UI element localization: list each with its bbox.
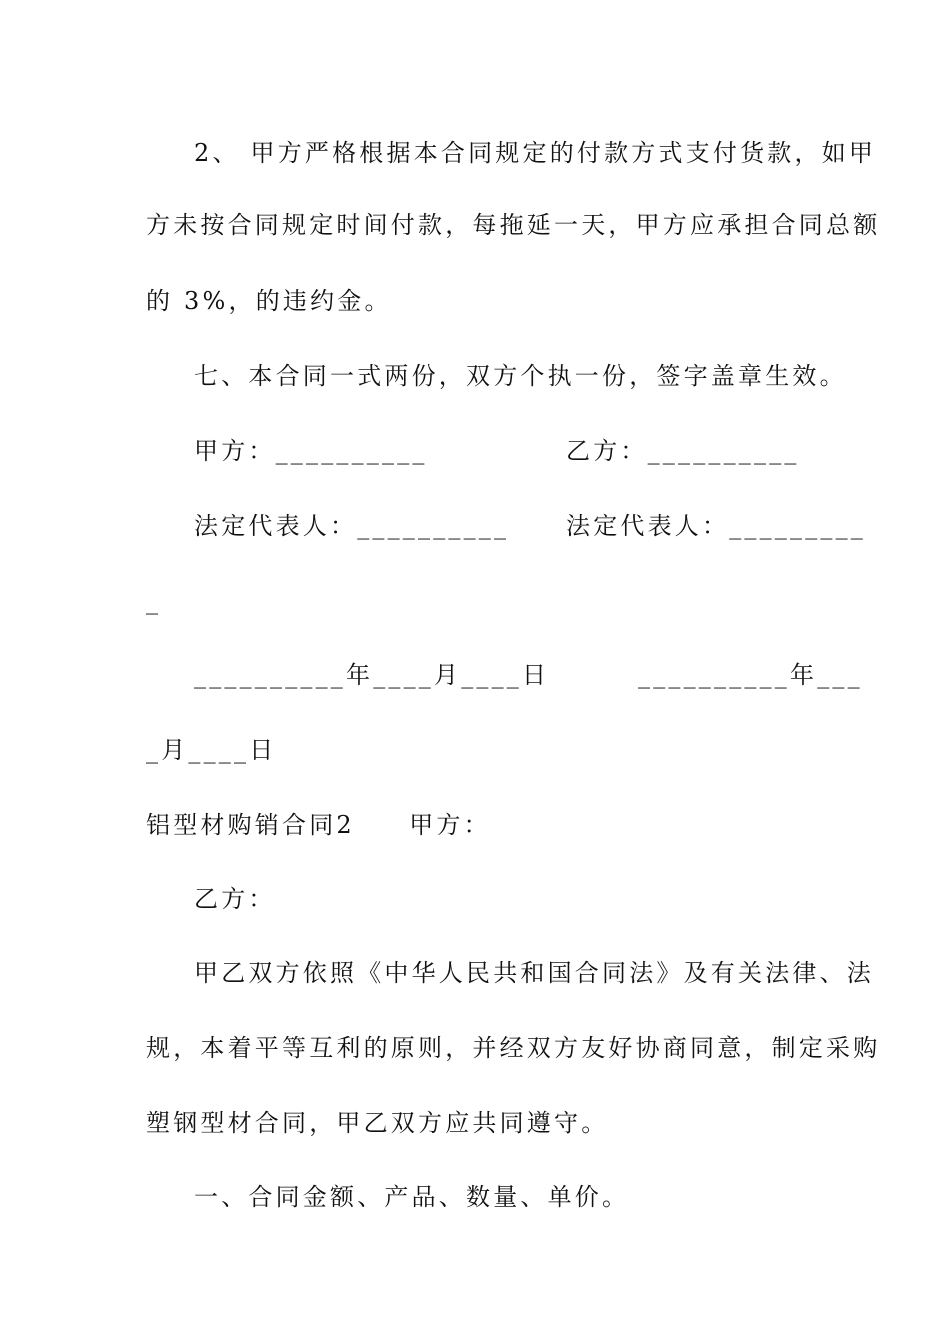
clause-6-2-line-3: 的 3%，的违约金。 xyxy=(146,287,392,315)
party-b-date: __________年___ xyxy=(638,661,863,689)
party-b-signature: 乙方：__________ xyxy=(566,437,800,465)
contract-2-heading: 铝型材购销合同2 甲方： xyxy=(146,811,491,839)
contract-2-section-1-heading: 一、合同金额、产品、数量、单价。 xyxy=(194,1183,630,1211)
clause-6-2-line-2: 方未按合同规定时间付款，每拖延一天，甲方应承担合同总额 xyxy=(146,211,881,239)
contract-2-intro-line-3: 塑钢型材合同，甲乙双方应共同遵守。 xyxy=(146,1109,609,1137)
contract-2-intro-line-2: 规，本着平等互利的原则，并经双方友好协商同意，制定采购 xyxy=(146,1034,881,1062)
clause-6-2-line-1: 2、 甲方严格根据本合同规定的付款方式支付货款，如甲 xyxy=(194,139,877,167)
party-b-representative: 法定代表人：_________ xyxy=(566,512,866,540)
party-a-signature: 甲方：__________ xyxy=(194,437,428,465)
contract-2-intro-line-1: 甲乙双方依照《中华人民共和国合同法》及有关法律、法 xyxy=(194,959,874,987)
contract-2-party-b: 乙方： xyxy=(194,885,276,913)
party-a-date: __________年____月____日 xyxy=(194,661,550,689)
clause-7-line: 七、本合同一式两份，双方个执一份，签字盖章生效。 xyxy=(194,362,847,390)
party-b-representative-wrap: _ xyxy=(146,587,162,615)
party-b-date-wrap: _月____日 xyxy=(146,736,277,764)
party-a-representative: 法定代表人：__________ xyxy=(194,512,510,540)
